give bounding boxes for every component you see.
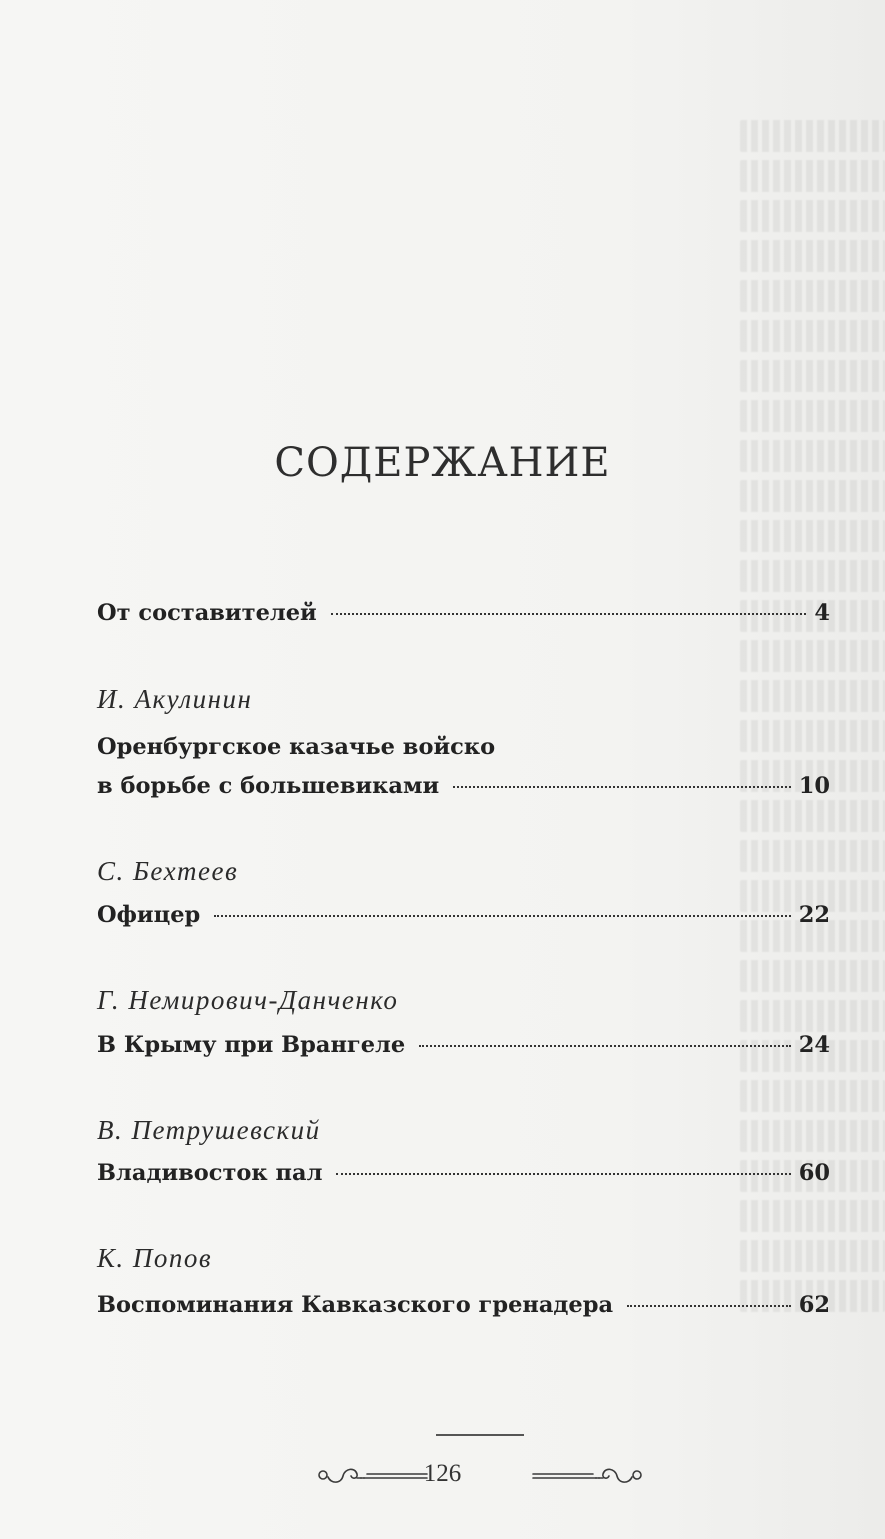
entry-title: Владивосток пал — [97, 1160, 323, 1186]
dot-leader — [336, 1173, 790, 1175]
entry-page-number: 22 — [798, 902, 830, 928]
entry-page-number: 4 — [814, 600, 830, 626]
contents-heading: СОДЕРЖАНИЕ — [274, 440, 611, 486]
dot-leader — [627, 1305, 791, 1307]
dot-leader — [214, 915, 790, 917]
dot-leader — [331, 613, 807, 615]
entry-author: К. Попов — [97, 1243, 213, 1273]
scroll-ornament-icon — [530, 1462, 645, 1488]
entry-title: в борьбе с большевиками — [97, 773, 440, 799]
entry-page-number: 62 — [798, 1292, 830, 1318]
toc-entry[interactable] — [97, 1032, 830, 1058]
entry-author: В. Петрушевский — [97, 1115, 321, 1145]
toc-entry[interactable] — [97, 600, 830, 626]
entry-title-line: Оренбургское казачье войско — [97, 734, 496, 760]
entry-author: И. Акулинин — [97, 684, 253, 714]
entry-title: Офицер — [97, 902, 201, 928]
entry-title: От составителей — [97, 600, 317, 626]
dot-leader — [453, 786, 790, 788]
page-footer — [0, 1430, 885, 1510]
toc-entry[interactable] — [97, 1160, 830, 1186]
toc-entry[interactable] — [97, 773, 830, 799]
entry-page-number: 24 — [798, 1032, 830, 1058]
toc-entry[interactable] — [97, 902, 830, 928]
entry-author: С. Бехтеев — [97, 856, 239, 886]
footer-rule — [436, 1434, 524, 1436]
entry-title: Воспоминания Кавказского гренадера — [97, 1292, 614, 1318]
toc-entry[interactable] — [97, 1292, 830, 1318]
entry-author: Г. Немирович-Данченко — [97, 985, 399, 1015]
entry-page-number: 10 — [798, 773, 830, 799]
dot-leader — [419, 1045, 790, 1047]
entry-title: В Крыму при Врангеле — [97, 1032, 406, 1058]
page-number: 126 — [423, 1460, 462, 1487]
entry-page-number: 60 — [798, 1160, 830, 1186]
